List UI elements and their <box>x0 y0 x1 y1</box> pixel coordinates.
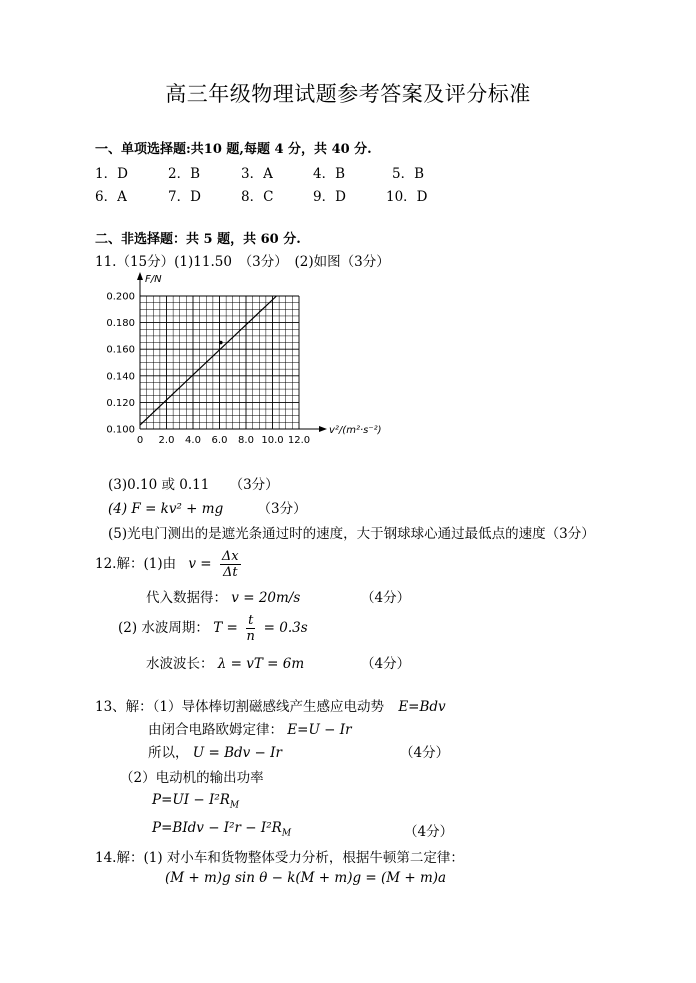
answer-item: 1．D <box>95 166 128 182</box>
q13-eq2-text: P=BIdv − I²r − I²R <box>152 820 282 836</box>
y-axis-label: F/N <box>145 274 162 285</box>
q12-T-fraction <box>246 613 255 644</box>
answer-item: 6．A <box>95 189 127 205</box>
y-tick-label: 0.120 <box>106 397 135 409</box>
q12-line3 <box>118 613 308 644</box>
q13-ohm-label: 由闭合电路欧姆定律： <box>148 722 283 738</box>
q11-part4-formula: (4) F = kv² + mg <box>108 501 224 517</box>
q12-p2-label: (2) 水波周期： <box>118 620 209 636</box>
section-2-heading: 二、非选择题：共 5 题，共 60 分. <box>95 232 301 247</box>
answer-item: 10．D <box>386 189 428 205</box>
q13-eq2 <box>152 820 291 839</box>
y-tick-label: 0.160 <box>106 344 135 356</box>
q11-part4 <box>108 497 307 517</box>
q13-score2: （4分） <box>404 824 454 840</box>
answer-item: 5．B <box>392 166 425 182</box>
q13-line3 <box>148 741 282 761</box>
x-axis-arrow <box>319 426 327 432</box>
q12-T-lhs: T = <box>213 620 238 636</box>
q13-so-label: 所以， <box>148 745 189 761</box>
y-tick-label: 0.180 <box>106 318 135 330</box>
q11-chart <box>95 268 395 453</box>
q12-v-numerator: Δx <box>221 549 239 564</box>
q12-score2: （4分） <box>361 656 411 672</box>
q13-eq1-text: P=UI − I²R <box>152 792 230 808</box>
q14-head: 14.解：(1) 对小车和货物整体受力分析，根据牛顿第二定律： <box>95 850 464 866</box>
y-tick-label: 0.100 <box>106 424 135 436</box>
q12-sub-label: 代入数据得： <box>146 590 227 606</box>
q13-ohm-eq: E=U − Ir <box>287 722 352 738</box>
q12-v-denominator: Δt <box>222 565 238 580</box>
q12-line1 <box>95 549 245 580</box>
q13-eq2-sub: M <box>281 828 292 839</box>
q12-score1: （4分） <box>361 590 411 606</box>
x-tick-label: 6.0 <box>211 435 228 446</box>
q13-line1 <box>95 695 446 715</box>
answer-item: 7．D <box>168 189 201 205</box>
q11-part5: (5)光电门测出的是遮光条通过时的速度，大于钢球球心通过最低点的速度（3分） <box>108 526 595 542</box>
answer-item: 4．B <box>313 166 346 182</box>
q12-v-lhs: v = <box>188 556 212 572</box>
answer-item: 2．B <box>168 166 201 182</box>
q12-lambda-label: 水波波长： <box>146 656 214 672</box>
q13-part2: （2）电动机的输出功率 <box>120 770 264 786</box>
y-tick-label: 0.140 <box>106 371 135 383</box>
data-point <box>219 341 223 345</box>
q14-eq: (M + m)g sin θ − k(M + m)g = (M + m)a <box>165 870 447 886</box>
q12-T-numerator: t <box>248 613 254 628</box>
fit-line <box>140 296 276 425</box>
x-tick-label: 10.0 <box>261 435 284 446</box>
q11-part4-score: （3分） <box>257 501 307 517</box>
q13-eq1-sub: M <box>229 800 240 811</box>
q12-v-fraction <box>220 549 241 580</box>
q11-part3: (3)0.10 或 0.11 （3分） <box>108 477 279 493</box>
q13-score1: （4分） <box>400 745 450 761</box>
q13-so-eq: U = Bdv − Ir <box>192 745 282 761</box>
q12-lambda-eq: λ = vT = 6m <box>217 656 305 672</box>
x-tick-label: 12.0 <box>287 435 311 446</box>
x-tick-label: 4.0 <box>185 435 201 446</box>
q13-head: 13、解：（1）导体棒切割磁感线产生感应电动势 <box>95 699 385 715</box>
q12-line4 <box>146 652 304 672</box>
x-tick-label: 8.0 <box>238 435 254 446</box>
q12-T-rhs: = 0.3s <box>263 620 308 636</box>
q12-sub-eq: v = 20m/s <box>231 590 301 606</box>
q13-eq1 <box>152 792 239 811</box>
q12-T-denominator: n <box>246 629 255 644</box>
x-tick-label: 0 <box>136 435 144 446</box>
y-axis-arrow <box>137 272 143 280</box>
section-1-heading: 一、单项选择题:共10 题,每题 4 分，共 40 分. <box>95 142 372 157</box>
x-tick-label: 2.0 <box>158 435 175 446</box>
answer-item: 3．A <box>241 166 273 182</box>
x-axis-label: v²/(m²·s⁻²) <box>329 425 382 436</box>
q12-head: 12.解：(1)由 <box>95 556 177 572</box>
answer-item: 9．D <box>313 189 346 205</box>
y-tick-label: 0.200 <box>106 291 135 303</box>
q13-line2 <box>148 718 352 738</box>
page-title: 高三年级物理试题参考答案及评分标准 <box>165 82 531 106</box>
q13-emf: E=Bdv <box>398 699 446 715</box>
q11-line: 11.（15分）(1)11.50 （3分） (2)如图（3分） <box>95 254 390 270</box>
q12-line2 <box>146 586 300 606</box>
chart-grid <box>137 272 327 432</box>
answer-item: 8．C <box>241 189 274 205</box>
